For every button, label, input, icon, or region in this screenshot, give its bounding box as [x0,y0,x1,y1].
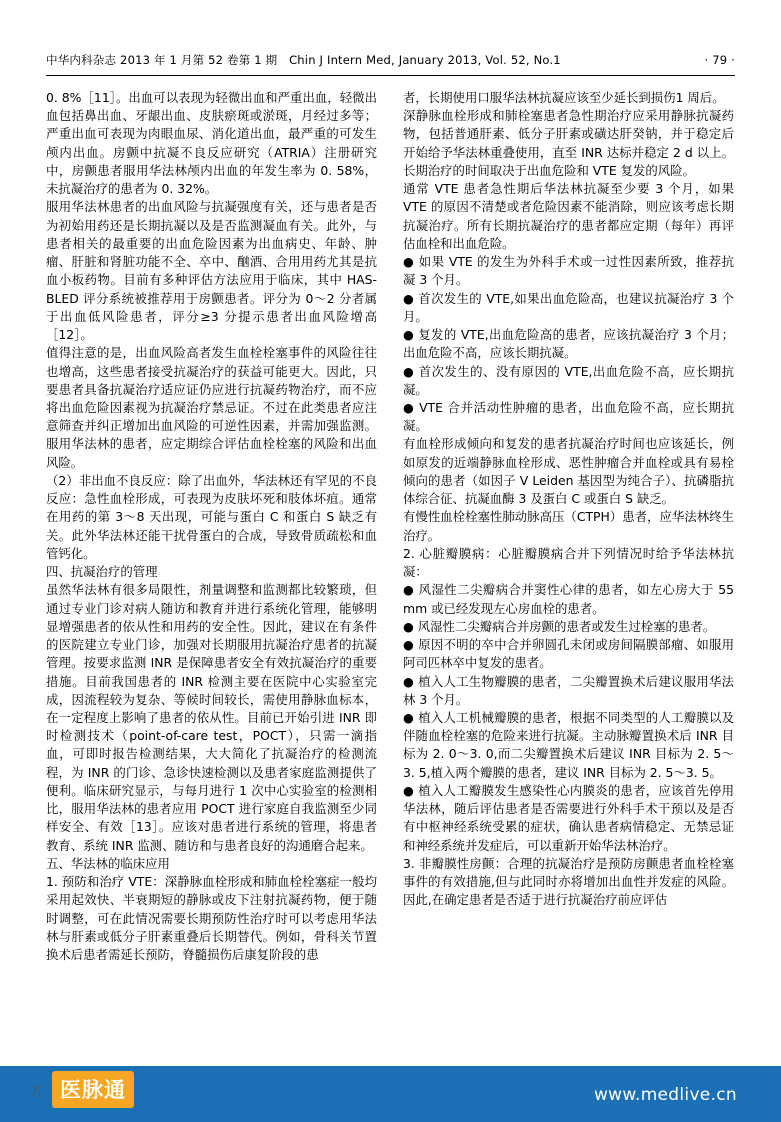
wanfang-mark: 万 [30,1085,44,1100]
bullet-item: ● 原因不明的卒中合并卵圆孔未闭或房间隔膜部瘤、如服用阿司匹林卒中复发的患者。 [403,637,734,671]
page-header [46,52,735,73]
section-heading: 四、抗凝治疗的管理 [46,564,158,580]
left-column [46,89,377,964]
bullet-item: ● 植入人工瓣膜发生感染性心内膜炎的患者，应该首先停用华法林，随后评估患者是否需要进行外科手术干预以及是否有中枢神经系统受累的症状，确认患者病情稳定、无禁忌证和神经系统并发症后，可以重新开始华法林治疗。 [403,782,734,853]
paragraph: 有慢性血栓栓塞性肺动脉高压（CTPH）患者，应华法林终生治疗。 [403,509,734,543]
medlive-logo[interactable] [52,1071,134,1108]
bullet-item: ● 首次发生的 VTE,如果出血危险高，也建议抗凝治疗 3 个月。 [403,290,734,324]
paragraph: 0. 8%［11］。出血可以表现为轻微出血和严重出血，轻微出血包括鼻出血、牙龈出血、皮肤瘀斑或淤斑，月经过多等；严重出血可表现为肉眼血尿、消化道出血，最严重的可发生颅内出血。房颤中抗凝不良反应研究（ATRIA）注册研究中，房颤患者服用华法林颅内出血的年发生率为 0. 58%，未抗凝治疗的患者为 0. 32%。 [46,90,377,197]
two-column-body [46,89,735,964]
logo-text: 医脉通 [52,1071,134,1108]
page-footer [0,1048,781,1122]
bullet-item: ● 如果 VTE 的发生为外科手术或一过性因素所致，推荐抗凝 3 个月。 [403,254,734,288]
section-heading: 五、华法林的临床应用 [46,855,170,871]
bullet-item: ● 复发的 VTE,出血危险高的患者，应该抗凝治疗 3 个月；出血危险不高，应该长期抗凝。 [403,327,734,361]
paragraph: 通常 VTE 患者急性期后华法林抗凝至少要 3 个月，如果 VTE 的原因不清楚或者危险因素不能消除，则应该考虑长期抗凝治疗。所有长期抗凝治疗的患者都应定期（每年）再评估血栓和出血危险。 [403,181,734,251]
bullet-item: ● 风湿性二尖瓣病合并房颤的患者或发生过栓塞的患者。 [403,618,716,634]
paragraph: 1. 预防和治疗 VTE：深静脉血栓形成和肺血栓栓塞症一般均采用起效快、半衰期短的静脉或皮下注射抗凝药物，便于随时调整，可在此情况需要长期预防性治疗时可以考虑用华法林与肝素或低分子肝素重叠后长期替代。例如，骨科关节置换术后患者需延长预防，脊髓损伤后康复阶段的患 [46,874,377,963]
subsection-heading: 2. 心脏瓣膜病：心脏瓣膜病合并下列情况时给予华法林抗凝： [403,545,734,580]
right-column [403,89,734,910]
paragraph: 服用华法林患者的出血风险与抗凝强度有关，还与患者是否为初始用药还是长期抗凝以及是否监测凝血有关。此外，与患者相关的最重要的出血危险因素为出血病史、年龄、肿瘤、肝脏和肾脏功能不全、卒中、酗酒、合用用药尤其是抗血小板药物。目前有多种评估方法应用于临床，其中 HAS-BLED 评分系统被推荐用于房颤患者。评分为 0～2 分者属于出血低风险患者，评分≥3 分提示患者出血风险增高［12］。 [46,199,377,343]
paragraph: 虽然华法林有很多局限性，剂量调整和监测都比较繁琐，但通过专业门诊对病人随访和教育并进行系统化管理，能够明显增强患者的依从性和用药的安全性。因此，建议在有条件的医院建立专业门诊，加强对长期服用抗凝治疗患者的抗凝管理。按要求监测 INR 是保障患者安全有效抗凝治疗的重要措施。目前我国患者的 INR 检测主要在医院中心实验室完成，因流程较为复杂、等候时间较长，需使用静脉血标本，在一定程度上影响了患者的依从性。目前已开始引进 INR 即时检测技术（point-of-care test，POCT），只需一滴指血，可即时报告检测结果，大大简化了抗凝治疗的检测流程，为 INR 的门诊、急诊快速检测以及患者家庭监测提供了便利。临床研究显示，与每月进行 1 次中心实验室的检测相比，服用华法林的患者应用 POCT 进行家庭自我监测至少同样安全、有效［13］。应该对患者进行系统的管理，将患者教育、系统 INR 监测、随访和与患者良好的沟通磨合起来。 [46,582,377,853]
paragraph: （2）非出血不良反应：除了出血外，华法林还有罕见的不良反应：急性血栓形成，可表现为皮肤坏死和肢体坏疽。通常在用药的第 3～8 天出现，可能与蛋白 C 和蛋白 S 缺乏有关。此外华法林还能干扰骨蛋白的合成，导致骨质疏松和血管钙化。 [46,472,377,561]
bullet-item: ● 植入人工生物瓣膜的患者，二尖瓣置换术后建议服用华法林 3 个月。 [403,673,734,707]
page-number: · 79 · [704,53,735,67]
bullet-item: ● 风湿性二尖瓣病合并窦性心律的患者，如左心房大于 55 mm 或已经发现左心房血栓的患者。 [403,582,734,616]
paragraph: 3. 非瓣膜性房颤：合理的抗凝治疗是预防房颤患者血栓栓塞事件的有效措施,但与此同时亦将增加出血性并发症的风险。因此,在确定患者是否适于进行抗凝治疗前应评估 [403,855,734,908]
bullet-item: ● 植入人工机械瓣膜的患者，根据不同类型的人工瓣膜以及伴随血栓栓塞的危险来进行抗凝。主动脉瓣置换术后 INR 目标为 2. 0～3. 0,而二尖瓣置换术后建议 INR 目标为 2. 5～3. 5,植入两个瓣膜的患者，建议 INR 目标为 2. 5～3. 5。 [403,709,734,780]
paragraph: 值得注意的是，出血风险高者发生血栓栓塞事件的风险往往也增高，这些患者接受抗凝治疗的获益可能更大。因此，只要患者具备抗凝治疗适应证仍应进行抗凝药物治疗，而不应将出血危险因素视为抗凝治疗禁忌证。不过在此类患者应注意筛查并纠正增加出血风险的可逆性因素，并需加强监测。服用华法林的患者，应定期综合评估血栓栓塞的风险和出血风险。 [46,345,377,470]
bullet-item: ● 首次发生的、没有原因的 VTE,出血危险不高，应长期抗凝。 [403,363,734,397]
journal-citation: 中华内科杂志 2013 年 1 月第 52 卷第 1 期 Chin J Intern Med, January 2013, Vol. 52, No.1 [46,53,561,67]
paragraph: 有血栓形成倾向和复发的患者抗凝治疗时间也应该延长，例如原发的近端静脉血栓形成、恶性肿瘤合并血栓或具有易栓倾向的患者（如因子 V Leiden 基因型为纯合子）、抗磷脂抗体综合征、抗凝血酶 3 及蛋白 C 或蛋白 S 缺乏。 [403,436,734,507]
paragraph: 深静脉血栓形成和肺栓塞患者急性期治疗应采用静脉抗凝药物，包括普通肝素、低分子肝素或磺达肝癸钠，并于稳定后开始给予华法林重叠使用，直至 INR 达标并稳定 2 d 以上。长期治疗的时间取决于出血危险和 VTE 复发的风险。 [403,108,734,178]
header-rule [46,75,735,76]
bullet-item: ● VTE 合并活动性肿瘤的患者，出血危险不高，应长期抗凝。 [403,399,734,434]
paragraph: 者，长期使用口服华法林抗凝应该至少延长到损伤1 周后。 [403,90,725,105]
footer-website-link[interactable]: www.medlive.cn [593,1085,737,1105]
